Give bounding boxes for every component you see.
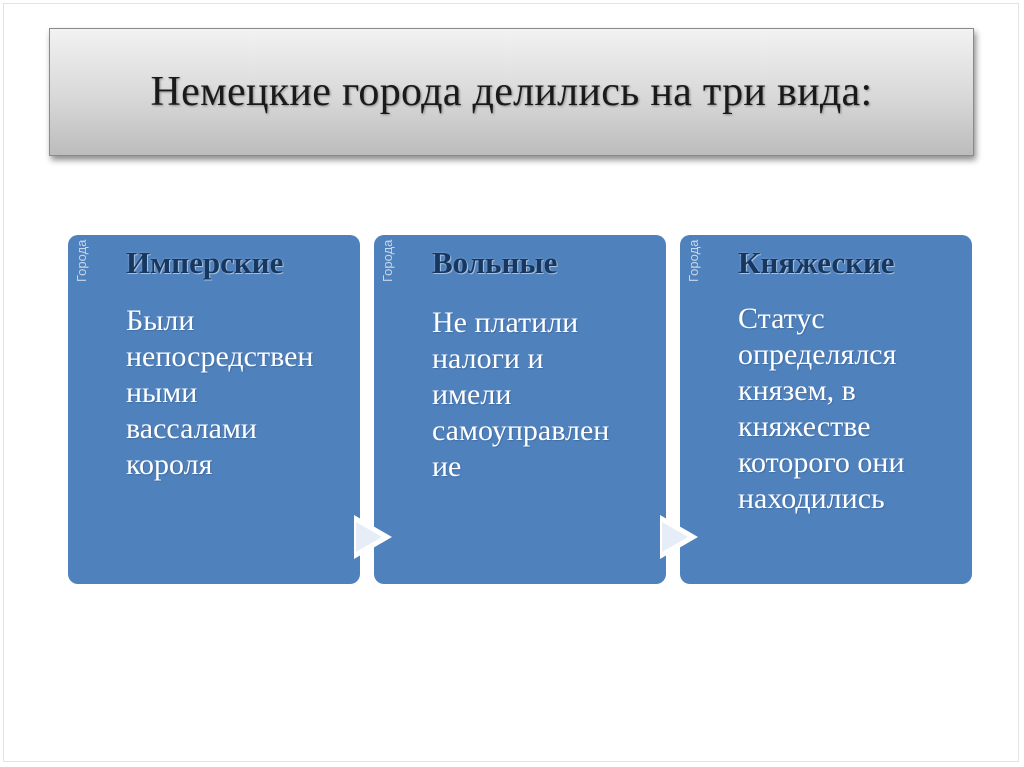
card-side-label: Города (380, 239, 395, 282)
slide-title: Немецкие города делились на три вида: (150, 69, 873, 115)
card-body: Не платили налоги и имели самоуправлен ие (432, 306, 610, 483)
card-imperial (68, 235, 360, 584)
card-princely (680, 235, 972, 584)
card-side-label: Города (686, 239, 701, 282)
arrow-right-icon-highlight (356, 522, 382, 552)
card-heading: Княжеские (738, 245, 895, 280)
card-body: Были непосредствен ными вассалами короля (126, 304, 314, 481)
card-body: Статус определялся князем, в княжестве которого они находились (738, 302, 905, 515)
card-heading: Имперские (126, 245, 284, 280)
card-heading: Вольные (432, 245, 558, 280)
card-side-label: Города (74, 239, 89, 282)
arrow-right-icon-highlight (662, 522, 688, 552)
title-box (49, 28, 974, 156)
card-free (374, 235, 666, 584)
